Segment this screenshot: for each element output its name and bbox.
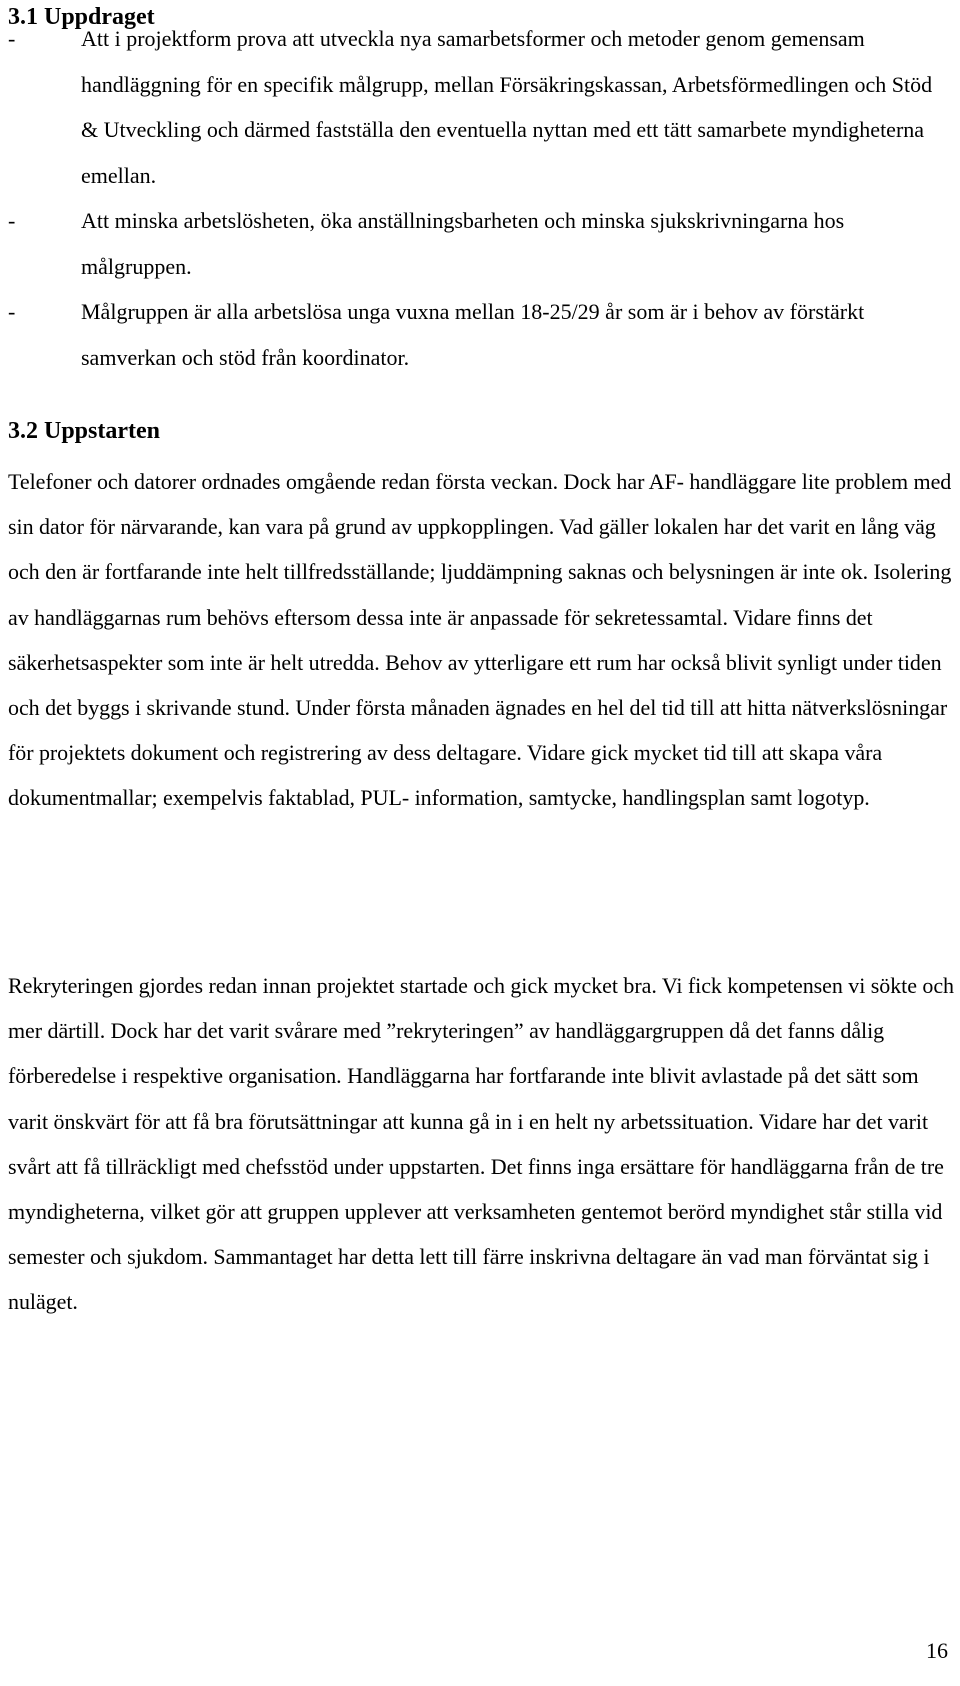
bullet-dash: - [8, 299, 16, 324]
bullet-text: Målgruppen är alla arbetslösa unga vuxna mellan 18-25/29 år som är i behov av förstärkt samverkan och stöd från koordinator. [81, 299, 865, 370]
bullet-text: Att minska arbetslösheten, öka anställningsbarheten och minska sjukskrivningarna hos målgruppen. [81, 208, 845, 279]
bullet-dash: - [8, 208, 16, 233]
body-paragraph: Rekryteringen gjordes redan innan projektet startade och gick mycket bra. Vi fick kompetensen vi sökte och mer därtill. Dock har det varit svårare med ”rekryteringen” av handläggargruppen då det fanns dålig förberedelse i respektive organisation. Handläggarna har fortfarande inte blivit avlastade på det sätt som varit önskvärt för att få bra förutsättningar att kunna gå in i en helt ny arbetssituation. Vidare har det varit svårt att få tillräckligt med chefsstöd under uppstarten. Det finns inga ersättare för handläggarna från de tre myndigheterna, vilket gör att gruppen upplever att verksamheten gentemot berörd myndighet står stilla vid semester och sjukdom. Sammantaget har detta lett till färre inskrivna deltagare än vad man förväntat sig i nuläget. [8, 973, 955, 1315]
section-heading-uppstarten: 3.2 Uppstarten [8, 418, 161, 444]
bullet-dash: - [8, 26, 16, 51]
bullet-text: Att i projektform prova att utveckla nya samarbetsformer och metoder genom gemensam handläggning för en specifik målgrupp, mellan Försäkringskassan, Arbetsförmedlingen och Stöd & Utveckling och därmed fastställa den eventuella nyttan med ett tätt samarbete myndigheterna emellan. [81, 26, 933, 188]
page-number: 16 [926, 1638, 948, 1663]
bullet-item [0, 289, 960, 380]
section-heading-uppdraget: 3.1 Uppdraget [8, 4, 155, 30]
bullet-item [0, 198, 960, 289]
body-paragraph: Telefoner och datorer ordnades omgående redan första veckan. Dock har AF- handläggare lite problem med sin dator för närvarande, kan vara på grund av uppkopplingen. Vad gäller lokalen har det varit en lång väg och den är fortfarande inte helt tillfredsställande; ljuddämpning saknas och belysningen är inte ok. Isolering av handläggarnas rum behövs eftersom dessa inte är anpassade för sekretessamtal. Vidare finns det säkerhetsaspekter som inte är helt utredda. Behov av ytterligare ett rum har också blivit synligt under tiden och det byggs i skrivande stund. Under första månaden ägnades en hel del tid till att hitta nätverkslösningar för projektets dokument och registrering av dess deltagare. Vidare gick mycket tid till att skapa våra dokumentmallar; exempelvis faktablad, PUL- information, samtycke, handlingsplan samt logotyp. [8, 469, 952, 811]
assignment-bullet-list [0, 16, 960, 380]
bullet-item [0, 16, 960, 198]
